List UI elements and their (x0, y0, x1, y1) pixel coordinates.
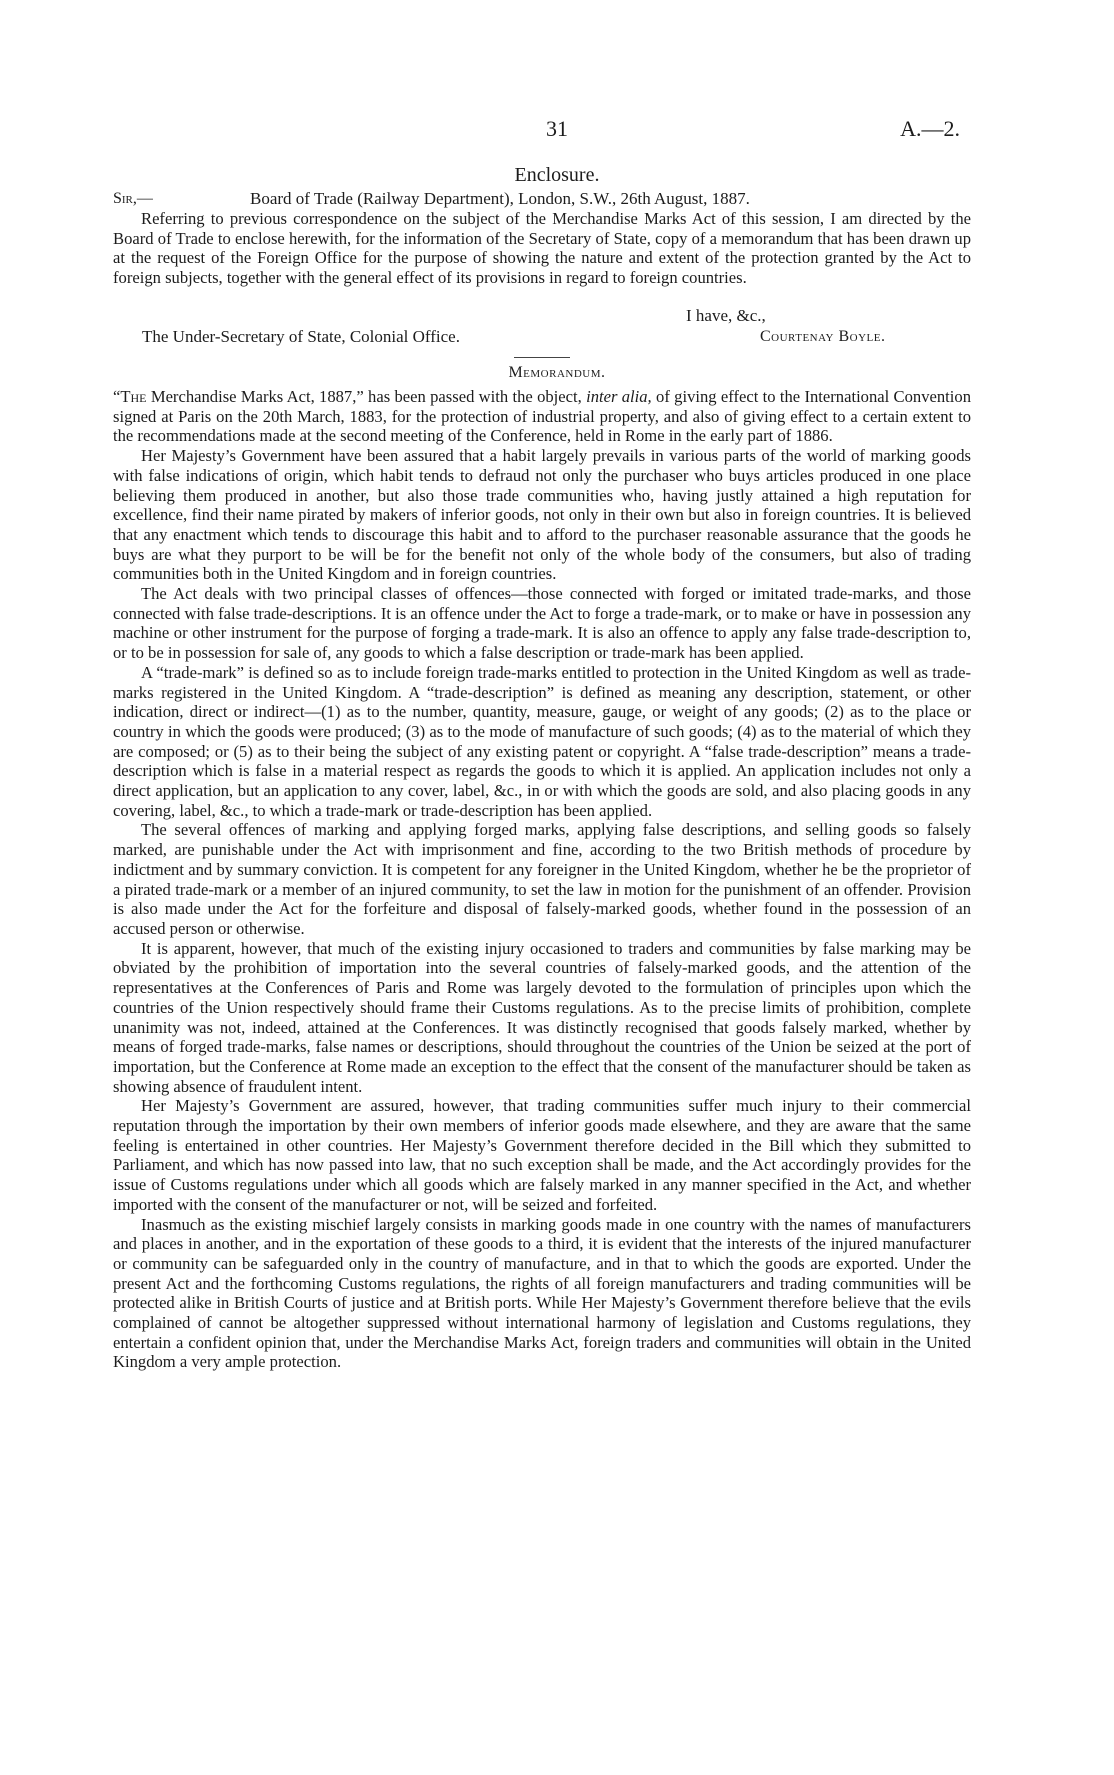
letter-body (113, 209, 971, 288)
memo-paragraph: Her Majesty’s Government are assured, however, that trading communities suffer much injury to their commercial reputation through the importation by their own members of inferior goods made elsewhere, and they are aware that the same feeling is entertained in other countries. Her Majesty’s Government therefore decided in the Bill which they submitted to Parliament, and which has now passed into law, that no such exception shall be made, and the Act accordingly provides for the issue of Customs regulations under which all goods which are falsely marked in any manner specified in the Act, and whether imported with the consent of the manufacturer or not, will be seized and forfeited. (113, 1096, 971, 1214)
dateline: Board of Trade (Railway Department), London, S.W., 26th August, 1887. (250, 189, 750, 208)
memo-paragraph: Her Majesty’s Government have been assured that a habit largely prevails in various parts of the world of marking goods with false indications of origin, which habit tends to defraud not only the purchaser who buys articles produced in one place believing them produced in another, but also those trade communities who, having justly attained a high reputation for excellence, find their name pirated by makers of inferior goods, not only in their own but also in foreign countries. It is believed that any enactment which tends to discourage this habit and to afford to the purchaser reasonable assurance that the goods he buys are what they purport to be will be for the benefit not only of the whole body of the consumers, but also of trading communities both in the United Kingdom and in foreign countries. (113, 446, 971, 584)
page-number: 31 (546, 116, 568, 141)
memo-paragraph: It is apparent, however, that much of the existing injury occasioned to traders and communities by false marking may be obviated by the prohibition of importation into the several countries of falsely-marked goods, and the attention of the representatives at the Conferences of Paris and Rome was largely devoted to the formulation of principles upon which the countries of the Union respectively should frame their Customs regulations. As to the precise limits of prohibition, complete unanimity was not, indeed, attained at the Conferences. It was distinctly recognised that goods falsely marked, whether by means of forged trade-marks, false names or descriptions, should throughout the countries of the Union be seized at the port of importation, but the Conference at Rome made an exception to the effect that the consent of the manufacturer should be taken as showing absence of fraudulent intent. (113, 938, 971, 1096)
page-header (0, 116, 1114, 150)
enclosure-title: Enclosure. (514, 164, 600, 186)
memo-paragraph: The several offences of marking and applying forged marks, applying false descriptions, and selling goods so falsely marked, are punishable under the Act with imprisonment and fine, according to the two British methods of procedure by indictment and by summary conviction. It is competent for any foreigner in the United Kingdom, whether he be the proprietor of a pirated trade-mark or a member of an injured community, to set the law in motion for the punishment of an offender. Provision is also made under the Act for the forfeiture and disposal of falsely-marked goods, whether found in the possession of an accused person or otherwise. (113, 820, 971, 938)
memorandum-body (113, 387, 971, 1372)
memo-paragraph: A “trade-mark” is defined so as to include foreign trade-marks entitled to protection in the United Kingdom as well as trade-marks registered in the United Kingdom. A “trade-description” is defined as meaning any description, statement, or other indication, direct or indirect—(1) as to the number, quantity, measure, gauge, or weight of any goods; (2) as to the place or country in which the goods were produced; (3) as to the mode of manufacture of such goods; (4) as to the material of which they are composed; or (5) as to their being the subject of any existing patent or copyright. A “false trade-description” means a trade-description which is false in a material respect as regards the goods to which it is applied. An application includes not only a direct application, but an application to any cover, label, &c., in or with which the goods are sold, and also placing goods in any covering, label, &c., to which a trade-mark or trade-description has been applied. (113, 662, 971, 820)
letter-closing: I have, &c., (686, 306, 766, 325)
salutation: Sir,— (113, 190, 153, 207)
memo-paragraph: Inasmuch as the existing mischief largely consists in marking goods made in one country with the names of manufacturers and places in another, and in the exportation of these goods to a third, it is evident that the interests of the injured manufacturer or community can be safeguarded only in the country of manufacture, and in that to which the goods are exported. Under the present Act and the forthcoming Customs regulations, the rights of all foreign manufacturers and trading communities will be protected alike in British Courts of justice and at British ports. While Her Majesty’s Government therefore believe that the evils complained of cannot be altogether suppressed without international harmony of legislation and Customs regulations, they entertain a confident opinion that, under the Merchandise Marks Act, foreign traders and communities will obtain in the United Kingdom a very ample protection. (113, 1214, 971, 1372)
signature: Courtenay Boyle. (760, 328, 886, 345)
memo-italic-phrase: inter alia, (586, 387, 652, 406)
letter-paragraph: Referring to previous correspondence on the subject of the Merchandise Marks Act of this session, I am directed by the Board of Trade to enclose herewith, for the information of the Secretary of State, copy of a memorandum that has been drawn up at the request of the Foreign Office for the purpose of showing the nature and extent of the protection granted by the Act to foreign subjects, together with the general effect of its provisions in regard to foreign countries. (113, 209, 971, 288)
memo-paragraph (113, 387, 971, 446)
addressee: The Under-Secretary of State, Colonial Office. (142, 327, 460, 346)
page-reference: A.—2. (900, 116, 960, 141)
memo-text: of giving effect to the International Convention signed at Paris on the 20th March, 1883, for the protection of industrial property, and also of giving effect to a certain extent to the recommendations made at the second meeting of the Conference, held in Rome in the early part of 1886. (113, 387, 971, 446)
memo-paragraph: The Act deals with two principal classes of offences—those connected with forged or imitated trade-marks, and those connected with false trade-descriptions. It is an offence under the Act to forge a trade-mark, or to make or have in possession any machine or other instrument for the purpose of forging a trade-mark. It is also an offence to apply any false trade-description to, or to be in possession for sale of, any goods to which a false description or trade-mark has been applied. (113, 584, 971, 663)
memorandum-title: Memorandum. (508, 364, 606, 381)
divider-rule (514, 357, 570, 358)
memo-text: Merchandise Marks Act, 1887,” has been passed with the object, (146, 387, 587, 406)
memo-opening-word: “The (113, 387, 147, 406)
